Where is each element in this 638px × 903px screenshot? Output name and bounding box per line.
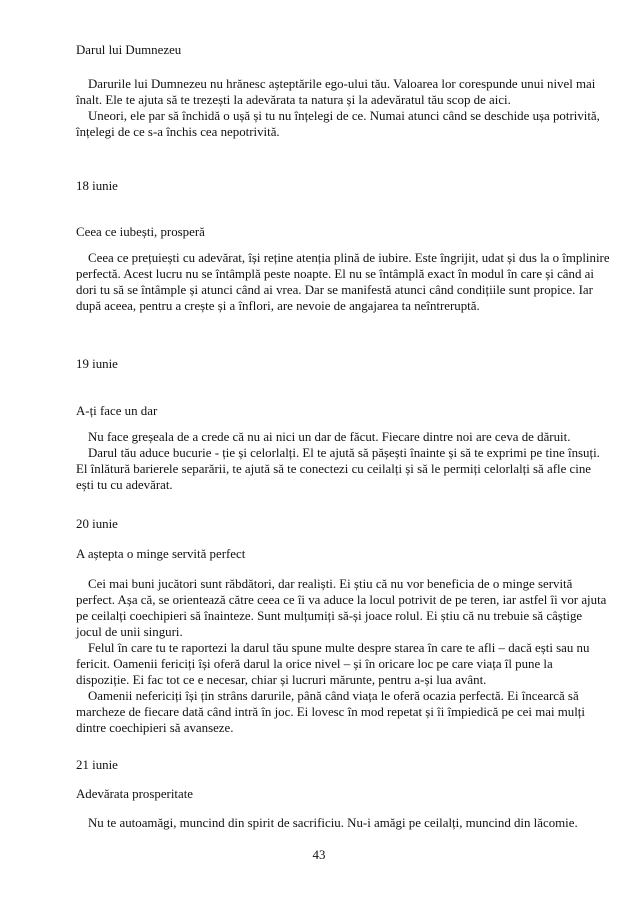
paragraph-line: jocul de unii singuri. xyxy=(76,625,183,639)
paragraph-line: Nu te autoamăgi, muncind din spirit de sacrificiu. Nu-i amăgi pe ceilalți, muncind din lăcomie. xyxy=(88,816,578,830)
paragraph-line: Darul tău aduce bucurie - ție și celorlalți. El te ajută să pășești înainte și să te exprimi pe tine însuți. xyxy=(88,446,600,460)
section-date: 21 iunie xyxy=(76,758,118,772)
section-title: Ceea ce iubești, prosperă xyxy=(76,225,205,239)
section-title: A-ți face un dar xyxy=(76,404,158,418)
section-title: A aștepta o minge servită perfect xyxy=(76,547,246,561)
paragraph-line: dori tu să se întâmple și atunci când ai vrea. Dar se manifestă atunci când condițiile sunt propice. Iar xyxy=(76,283,593,297)
section-date: 18 iunie xyxy=(76,179,118,193)
section-title: Darul lui Dumnezeu xyxy=(76,43,182,57)
section-date: 20 iunie xyxy=(76,517,118,531)
paragraph-line: Felul în care tu te raportezi la darul tău spune multe despre starea în care te afli – dacă ești sau nu xyxy=(88,641,590,655)
paragraph-line: Uneori, ele par să închidă o ușă și tu nu înțelegi de ce. Numai atunci când se deschide ușa potrivită, xyxy=(88,109,600,123)
section-date: 19 iunie xyxy=(76,357,118,371)
page-number: 43 xyxy=(312,848,326,862)
paragraph-line: marcheze de fiecare dată când intră în joc. Ei lovesc în mod repetat și îi împiedică pe cei mai mulți xyxy=(76,705,585,719)
paragraph-line: Nu face greșeala de a crede că nu ai nici un dar de făcut. Fiecare dintre noi are ceva de dăruit. xyxy=(88,430,571,444)
paragraph-line: ești tu cu adevărat. xyxy=(76,478,173,492)
paragraph-line: fericit. Oamenii fericiți își oferă darul la orice nivel – și în oricare loc pe care viața îl pune la xyxy=(76,657,553,671)
paragraph-line: dintre coechipieri să avanseze. xyxy=(76,721,234,735)
paragraph-line: Cei mai buni jucători sunt răbdători, dar realiști. Ei știu că nu vor beneficia de o minge servită xyxy=(88,577,573,591)
paragraph-line: înalt. Ele te ajuta să te trezești la adevărata ta natura și la adevăratul tău scop de aici. xyxy=(76,93,511,107)
paragraph-line: înțelegi de ce s-a închis cea nepotrivită. xyxy=(76,125,280,139)
paragraph-line: pe ceilalți coechipieri să înainteze. Sunt mulțumiți să-și joace rolul. Ei știu că nu trebuie să câștige xyxy=(76,609,583,623)
paragraph-line: Darurile lui Dumnezeu nu hrănesc așteptările ego-ului tău. Valoarea lor corespunde unui nivel mai xyxy=(88,77,596,91)
paragraph-line: perfectă. Acest lucru nu se întâmplă peste noapte. El nu se întâmplă exact în modul în care și când ai xyxy=(76,267,594,281)
paragraph-line: după aceea, pentru a crește și a înflori, are nevoie de angajarea ta neîntreruptă. xyxy=(76,299,480,313)
paragraph-line: Oamenii nefericiți își țin strâns darurile, până când viața le oferă ocazia perfectă. Ei încearcă să xyxy=(88,689,579,703)
paragraph-line: perfect. Așa că, se orientează către ceea ce îi va aduce la locul potrivit de pe teren, iar astfel îi vor ajuta xyxy=(76,593,607,607)
section-title: Adevărata prosperitate xyxy=(76,787,194,801)
paragraph-line: El înlătură barierele separării, te ajută să te conectezi cu ceilalți și să le permiți celorlalți să afle cine xyxy=(76,462,592,476)
paragraph-line: Ceea ce prețuiești cu adevărat, își reține atenția plină de iubire. Este îngrijit, udat și dus la o împlinire xyxy=(88,251,610,265)
paragraph-line: dispoziție. Ei fac tot ce e necesar, chiar și lucruri mărunte, pentru a-și lua avânt. xyxy=(76,673,487,687)
